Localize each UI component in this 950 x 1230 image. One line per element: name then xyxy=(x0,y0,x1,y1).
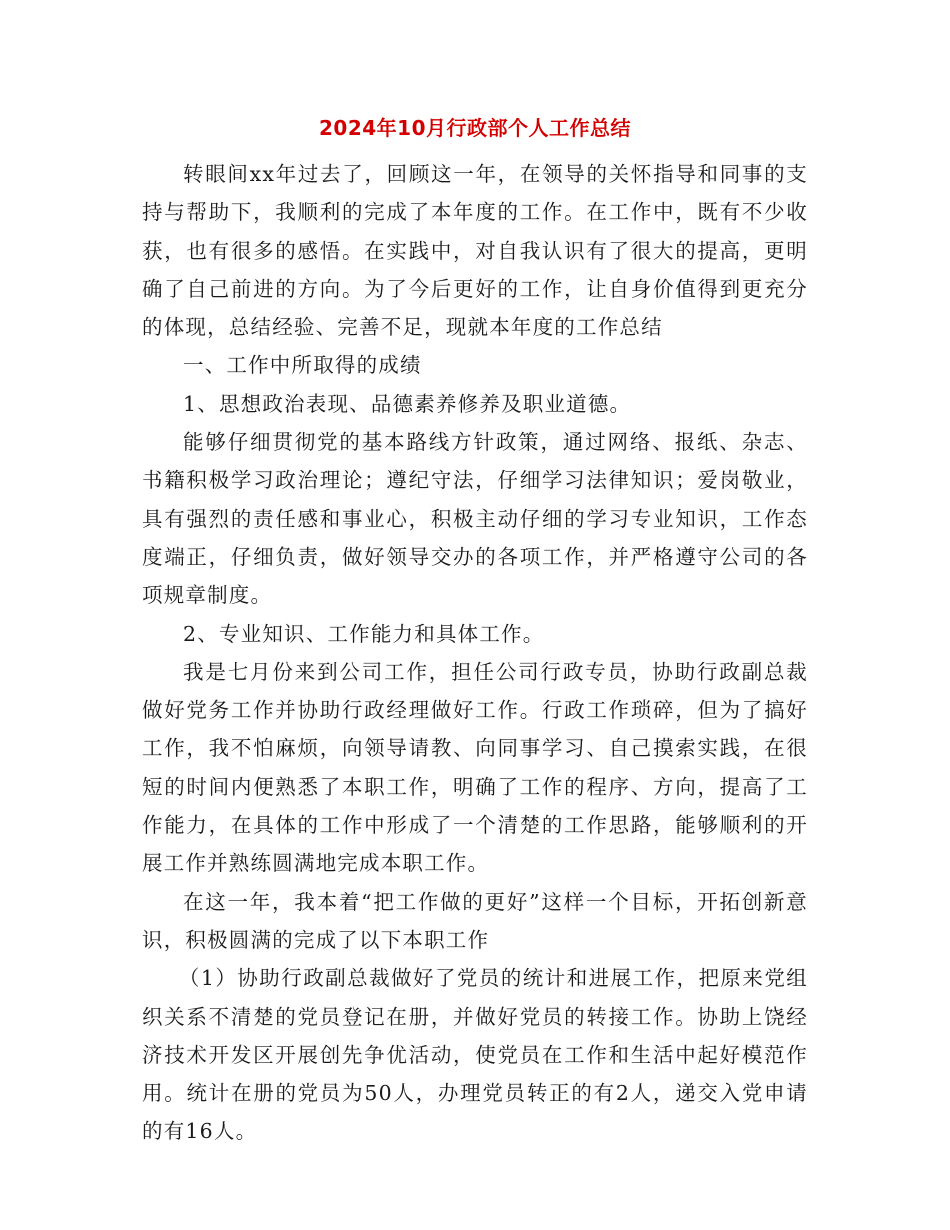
subsection-heading-2: 2、专业知识、工作能力和具体工作。 xyxy=(183,621,545,646)
section-heading-achievements: 一、工作中所取得的成绩 xyxy=(183,353,422,378)
paragraph-item-1: （1）协助行政副总裁做好了党员的统计和进展工作，把原来党组织关系不清楚的党员登记在册，并做好党员的转接工作。协助上饶经济技术开发区开展创先争优活动，使党员在工作和生活中起好模范作用。统计在册的党员为50人，办理党员转正的有2人，递交入党申请的有16人。 xyxy=(142,966,808,1144)
paragraph-political: 能够仔细贯彻党的基本路线方针政策，通过网络、报纸、杂志、书籍积极学习政治理论；遵纪守法，仔细学习法律知识；爱岗敬业，具有强烈的责任感和事业心，积极主动仔细的学习专业知识，工作态度端正，仔细负责，做好领导交办的各项工作，并严格遵守公司的各项规章制度。 xyxy=(142,430,808,608)
paragraph-intro: 转眼间xx年过去了，回顾这一年，在领导的关怀指导和同事的支持与帮助下，我顺利的完成了本年度的工作。在工作中，既有不少收获，也有很多的感悟。在实践中，对自我认识有了很大的提高，更明确了自己前进的方向。为了今后更好的工作，让自身价值得到更充分的体现，总结经验、完善不足，现就本年度的工作总结 xyxy=(142,162,808,340)
paragraph-work-ability: 我是七月份来到公司工作，担任公司行政专员，协助行政副总裁做好党务工作并协助行政经理做好工作。行政工作琐碎，但为了搞好工作，我不怕麻烦，向领导请教、向同事学习、自己摸索实践，在很短的时间内便熟悉了本职工作，明确了工作的程序、方向，提高了工作能力，在具体的工作中形成了一个清楚的工作思路，能够顺利的开展工作并熟练圆满地完成本职工作。 xyxy=(142,659,808,876)
document-title: 2024年10月行政部个人工作总结 xyxy=(319,116,631,140)
document-body xyxy=(142,155,808,1151)
paragraph-goal: 在这一年，我本着“把工作做的更好”这样一个目标，开拓创新意识，积极圆满的完成了以下本职工作 xyxy=(142,889,808,952)
subsection-heading-1: 1、思想政治表现、品德素养修养及职业道德。 xyxy=(183,391,632,416)
